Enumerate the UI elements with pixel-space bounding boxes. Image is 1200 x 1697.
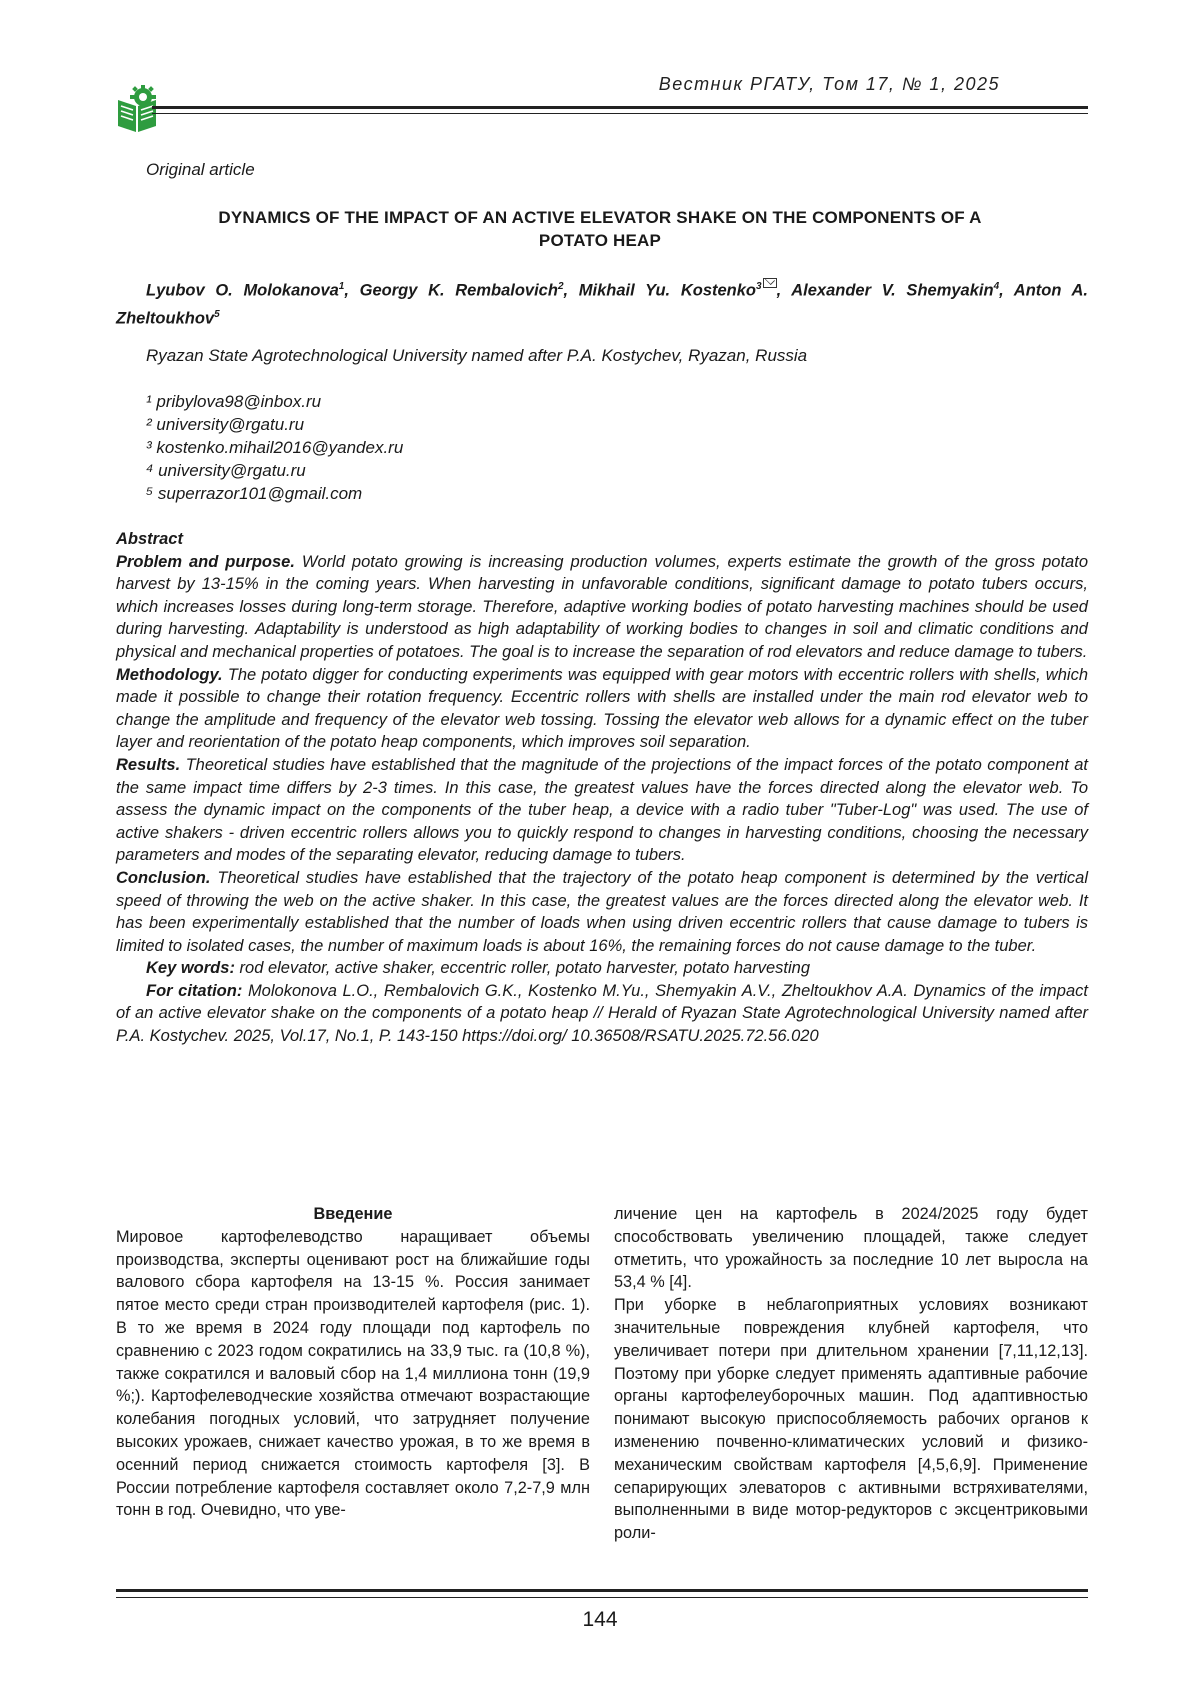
- header-rule: [152, 106, 1088, 109]
- author-name: Mikhail Yu. Kostenko: [578, 281, 756, 300]
- affiliation: Ryazan State Agrotechnological University named after P.A. Kostychev, Ryazan, Russia: [146, 346, 808, 365]
- abstract-conclusion-text: Theoretical studies have established that the trajectory of the potato heap component is determined by the vertical speed of throwing the web on the active shaker. In this case, the greatest values are the forces directed along the elevator web. It has been experimentally established that the number of loads when using driven eccentric rollers that cause damage to tubers is limited to isolated cases, the number of maximum loads is about 16%, the remaining forces do not cause damage to the tuber.: [116, 868, 1088, 955]
- abstract-heading: Abstract: [116, 530, 183, 548]
- article-title: [150, 206, 1050, 252]
- author-name: Alexander V. Shemyakin: [791, 281, 994, 300]
- footer-rule: [116, 1589, 1088, 1592]
- article-title-line: POTATO HEAP: [538, 231, 662, 250]
- citation-text: Molokonova L.O., Rembalovich G.K., Kostenko M.Yu., Shemyakin A.V., Zheltoukhov A.A. Dynamics of the impact of an active elevator shake on the components of a potato heap // Herald of Ryazan State Agrotechnological University named after P.A. Kostychev. 2025, Vol.17, No.1, P. 143-150 https://doi.org/ 10.36508/RSATU.2025.72.56.020: [116, 981, 1088, 1046]
- author-affiliation-mark: 3: [756, 281, 762, 292]
- keywords-label: Key words:: [146, 959, 235, 978]
- journal-title: Вестник РГАТУ, Том 17, № 1, 2025: [658, 74, 1000, 94]
- citation-label: For citation:: [146, 981, 243, 1000]
- author-affiliation-mark: 1: [338, 281, 345, 292]
- email-link[interactable]: ¹ pribylova98@inbox.ru: [146, 392, 322, 411]
- email-link[interactable]: ³ kostenko.mihail2016@yandex.ru: [146, 438, 404, 457]
- envelope-icon: [763, 278, 777, 288]
- author-name: Anton A. Zheltoukhov: [116, 281, 1088, 327]
- abstract-method-text: The potato digger for conducting experiments was equipped with gear motors with eccentric rollers with shells, which made it possible to change their rotation frequency. Eccentric rollers with shells are installed under the main rod elevator web to change the amplitude and frequency of the elevator web tossing. Tossing the elevator web allows for a dynamic effect on the tuber layer and reorientation of the potato heap components, which improves soil separation.: [116, 665, 1088, 752]
- body-paragraph: Мировое картофелеводство наращивает объемы производства, эксперты оценивают рост на ближайшие годы валового сбора картофеля на 13-15 %. Россия занимает пятое место среди стран производителей картофеля (рис. 1). В то же время в 2024 году площади под картофель по сравнению с 2023 годом сократились на 33,9 тыс. га (10,8 %), также сократился и валовый сбор на 1,4 миллиона тонн (19,9 %;). Картофелеводческие хозяйства отмечают возрастающие колебания погодных условий, что затрудняет получение высоких урожаев, снижает качество урожая, в то же время в осенний период снижается стоимость картофеля [3]. В России потребление картофеля составляет около 7,2-7,9 млн тонн в год. Очевидно, что уве-: [116, 1227, 590, 1520]
- author-affiliation-mark: 4: [993, 281, 1000, 292]
- abstract: [116, 528, 1088, 1048]
- abstract-conclusion-label: Conclusion.: [116, 868, 211, 887]
- author-list: Lyubov O. Molokanova$^1$, Georgy K. Rembalovich$^2$, Mikhail Yu. Kostenko$^3$ , Alexander V. Shemyakin$^4$, Anton A. Zheltoukhov$^5$: [116, 275, 1088, 330]
- section-heading-introduction: Введение: [313, 1205, 393, 1223]
- body-column-left: [116, 1203, 590, 1522]
- email-list: [146, 390, 403, 505]
- header-rule-thin: [152, 113, 1088, 114]
- body-column-right: [614, 1203, 1088, 1545]
- email-link[interactable]: ⁴ university@rgatu.ru: [146, 461, 306, 480]
- article-type: Original article: [146, 160, 255, 179]
- email-link[interactable]: ² university@rgatu.ru: [146, 415, 305, 434]
- author-affiliation-mark: 5: [214, 308, 220, 320]
- author-affiliation-mark: 2: [557, 281, 564, 292]
- body-paragraph: личение цен на картофель в 2024/2025 году будет способствовать увеличению площадей, также следует отметить, что урожайность за последние 10 лет выросла на 53,4 % [4].: [614, 1205, 1088, 1292]
- article-title-line: DYNAMICS OF THE IMPACT OF AN ACTIVE ELEVATOR SHAKE ON THE COMPONENTS OF A: [218, 208, 982, 227]
- journal-logo-icon: [116, 84, 160, 134]
- abstract-results-label: Results.: [116, 755, 181, 774]
- abstract-method-label: Methodology.: [116, 665, 223, 684]
- abstract-results-text: Theoretical studies have established that the magnitude of the projections of the impact forces of the potato component at the same impact time differs by 2-3 times. In this case, the greatest values have the forces directed along the elevator web. To assess the dynamic impact on the components of the tuber heap, a device with a radio tuber "Tuber-Log" was used. The use of active shakers - driven eccentric rollers allows you to quickly respond to changes in harvesting conditions, choosing the necessary parameters and modes of the separating elevator, reducing damage to tubers.: [116, 755, 1088, 865]
- email-link[interactable]: ⁵ superrazor101@gmail.com: [146, 484, 363, 503]
- author-name: Georgy K. Rembalovich: [359, 281, 558, 300]
- abstract-problem-label: Problem and purpose.: [116, 552, 295, 571]
- keywords-text: rod elevator, active shaker, eccentric roller, potato harvester, potato harvesting: [234, 959, 811, 978]
- author-name: Lyubov O. Molokanova: [146, 281, 339, 300]
- body-paragraph: При уборке в неблагоприятных условиях возникают значительные повреждения клубней картофеля, что увеличивает потери при длительном хранении [7,11,12,13]. Поэтому при уборке следует применять адаптивные рабочие органы картофелеуборочных машин. Под адаптивностью понимают высокую приспособляемость рабочих органов к изменению почвенно-климатических условий и физико-механическим свойствам картофеля [4,5,6,9]. Применение сепарирующих элеваторов с активными встряхивателями, выполненными в виде мотор-редукторов с эксцентриковыми роли-: [614, 1296, 1088, 1543]
- abstract-problem-text: World potato growing is increasing production volumes, experts estimate the growth of the gross potato harvest by 13-15% in the coming years. When harvesting in unfavorable conditions, significant damage to potato tubers occurs, which increases losses during long-term storage. Therefore, adaptive working bodies of potato harvesting machines should be used during harvesting. Adaptability is understood as high adaptability of working bodies to changes in soil and climatic conditions and physical and mechanical properties of potatoes. The goal is to increase the separation of rod elevators and reduce damage to tubers.: [116, 552, 1088, 661]
- footer-rule-thin: [116, 1597, 1088, 1598]
- page-number: 144: [582, 1608, 618, 1631]
